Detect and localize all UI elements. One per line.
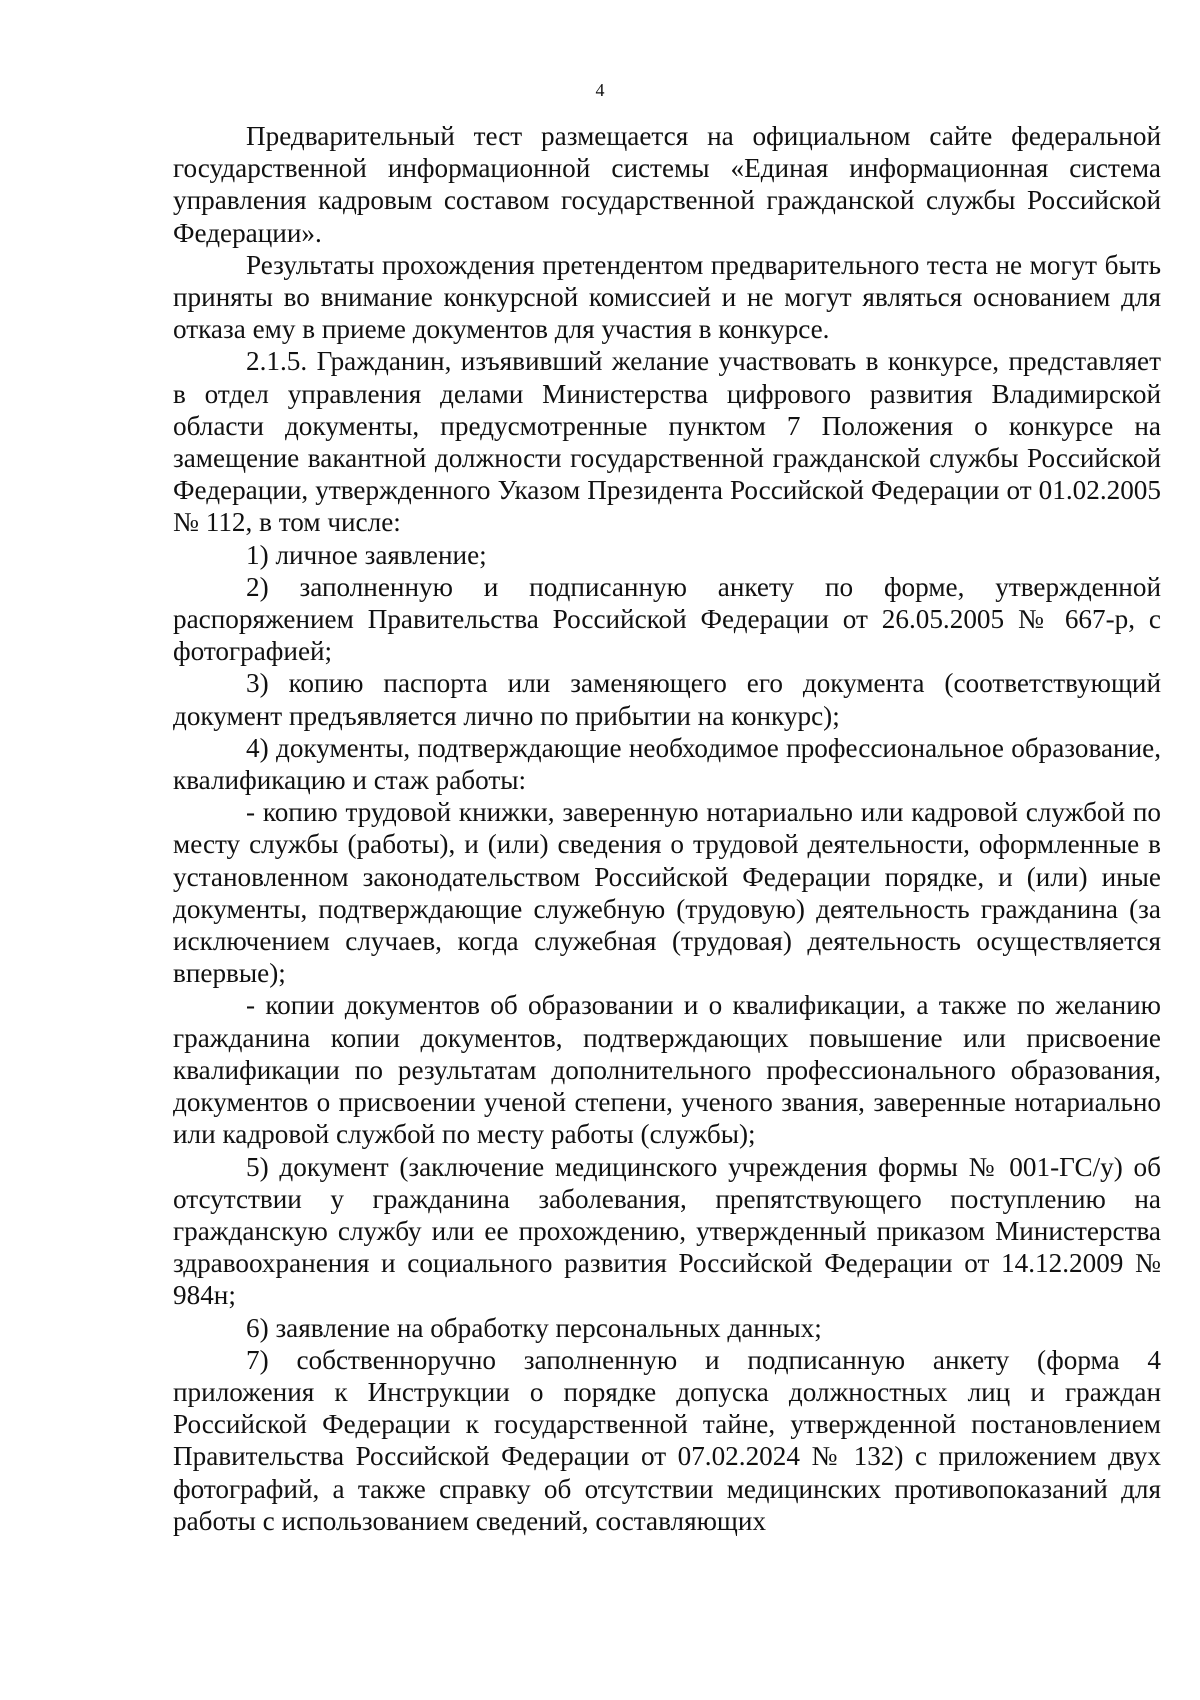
list-item-7-state-secret-form: 7) собственноручно заполненную и подписанную анкету (форма 4 приложения к Инструкции о порядке допуска должностных лиц и граждан Российской Федерации к государственной тайне, утвержденной постановлением Правительства Российской Федерации от 07.02.2024 № 132) с приложением двух фотографий, а также справку об отсутствии медицинских противопоказаний для работы с использованием сведений, составляющих xyxy=(173,1344,1161,1536)
list-item-2-questionnaire: 2) заполненную и подписанную анкету по форме, утвержденной распоряжением Правительства Российской Федерации от 26.05.2005 № 667-р, с фотографией; xyxy=(173,571,1161,667)
document-body xyxy=(173,120,1161,1537)
list-item-3-passport-copy: 3) копию паспорта или заменяющего его документа (соответствующий документ предъявляется лично по прибытии на конкурс); xyxy=(173,668,1161,731)
list-item-1-personal-application: 1) личное заявление; xyxy=(246,539,487,570)
list-item-6-personal-data-consent: 6) заявление на обработку персональных данных; xyxy=(246,1312,822,1343)
sub-item-employment-record: - копию трудовой книжки, заверенную нотариально или кадровой службой по месту службы (работы), и (или) сведения о трудовой деятельности, оформленные в установленном законодательством Российской Федерации порядке, и (или) иные документы, подтверждающие служебную (трудовую) деятельность гражданина (за исключением случаев, когда служебная (трудовая) деятельность осуществляется впервые); xyxy=(173,797,1161,989)
list-item-5-medical-certificate: 5) документ (заключение медицинского учреждения формы № 001-ГС/у) об отсутствии у гражданина заболевания, препятствующего поступлению на гражданскую службу или ее прохождению, утвержденный приказом Министерства здравоохранения и социального развития Российской Федерации от 14.12.2009 № 984н; xyxy=(173,1151,1161,1311)
list-item-4-education-documents: 4) документы, подтверждающие необходимое профессиональное образование, квалификацию и стаж работы: xyxy=(173,732,1161,796)
paragraph-preliminary-test-site: Предварительный тест размещается на официальном сайте федеральной государственной информационной системы «Единая информационная система управления кадровым составом государственной гражданской службы Российской Федерации». xyxy=(173,121,1161,248)
page-number: 4 xyxy=(595,80,605,100)
paragraph-2-1-5: 2.1.5. Гражданин, изъявивший желание участвовать в конкурсе, представляет в отдел управления делами Министерства цифрового развития Владимирской области документы, предусмотренные пунктом 7 Положения о конкурсе на замещение вакантной должности государственной гражданской службы Российской Федерации, утвержденного Указом Президента Российской Федерации от 01.02.2005 № 112, в том числе: xyxy=(173,346,1161,538)
sub-item-education-copies: - копии документов об образовании и о квалификации, а также по желанию гражданина копии документов, подтверждающих повышение или присвоение квалификации по результатам дополнительного профессионального образования, документов о присвоении ученой степени, ученого звания, заверенные нотариально или кадровой службой по месту работы (службы); xyxy=(173,990,1161,1150)
paragraph-test-results: Результаты прохождения претендентом предварительного теста не могут быть приняты во внимание конкурсной комиссией и не могут являться основанием для отказа ему в приеме документов для участия в конкурсе. xyxy=(173,249,1161,345)
